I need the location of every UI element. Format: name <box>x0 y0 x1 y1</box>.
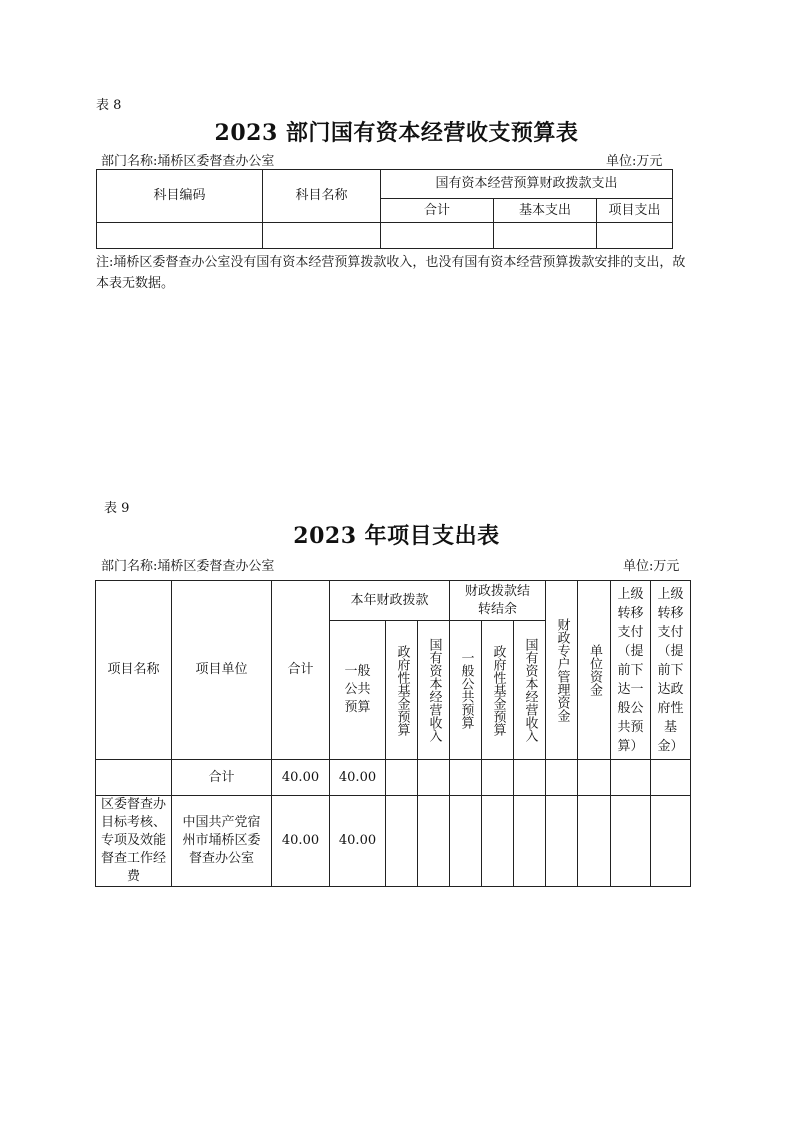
table8-header-group: 国有资本经营预算财政拨款支出 <box>381 170 673 199</box>
table9-header-project-unit: 项目单位 <box>172 581 272 760</box>
table8-note: 注:埇桥区委督查办公室没有国有资本经营预算拨款收入，也没有国有资本经营预算拨款安排的支出，故本表无数据。 <box>96 255 686 291</box>
table9-header-gov-fund: 政府性基金预算 <box>386 621 418 760</box>
table9-row-1-general: 40.00 <box>330 796 386 887</box>
table9-row-0-total: 40.00 <box>272 760 330 796</box>
table8-header-name: 科目名称 <box>263 170 381 223</box>
table9-unit: 单位:万元 <box>623 559 680 574</box>
table9-header-carry-state-capital: 国有资本经营收入 <box>514 621 546 760</box>
table8-header-project: 项目支出 <box>597 199 673 223</box>
table9-dept-name: 部门名称:埇桥区委督查办公室 <box>101 559 275 574</box>
table8-label: 表 8 <box>96 98 122 113</box>
table8-dept-name: 部门名称:埇桥区委督查办公室 <box>101 154 275 169</box>
table-row <box>96 796 691 887</box>
table9-label: 表 9 <box>104 501 130 516</box>
table8-header-basic: 基本支出 <box>494 199 597 223</box>
table9-header-carry-gov-fund: 政府性基金预算 <box>482 621 514 760</box>
table9-header-project-name: 项目名称 <box>96 581 172 760</box>
table9-header-transfer-general: 上级转移支付（提前下达一般公共预算） <box>611 581 651 760</box>
table9-row-0-general: 40.00 <box>330 760 386 796</box>
table9-header-transfer-gov-fund: 上级转移支付（提前下达政府性基金） <box>651 581 691 760</box>
table9-row-1-name: 区委督查办目标考核、专项及效能督查工作经费 <box>96 796 172 887</box>
table-row <box>96 760 691 796</box>
table9-title: 2023 年项目支出表 <box>293 523 500 549</box>
table8-header-total: 合计 <box>381 199 494 223</box>
table9-row-1-unit: 中国共产党宿州市埇桥区委督查办公室 <box>172 796 272 887</box>
table9-header-state-capital: 国有资本经营收入 <box>418 621 450 760</box>
table9-header-carry-general: 一般公共预算 <box>450 621 482 760</box>
table9-header-total: 合计 <box>272 581 330 760</box>
table8-unit: 单位:万元 <box>606 154 663 169</box>
table9-row-0-name <box>96 760 172 796</box>
table8-title: 2023 部门国有资本经营收支预算表 <box>214 120 579 146</box>
table8-empty-row <box>97 223 673 249</box>
table9-header-unit-funds: 单位资金 <box>578 581 611 760</box>
table9-header-general-public: 一般公共预算 <box>330 621 386 760</box>
table9 <box>95 580 691 887</box>
table9-header-current-year: 本年财政拨款 <box>330 581 450 621</box>
table9-row-1-total: 40.00 <box>272 796 330 887</box>
table9-row-0-unit: 合计 <box>172 760 272 796</box>
table8 <box>96 169 673 249</box>
table8-header-code: 科目编码 <box>97 170 263 223</box>
table9-header-carryover: 财政拨款结转结余 <box>450 581 546 621</box>
table9-header-special-mgmt: 财政专户管理资金 <box>546 581 578 760</box>
